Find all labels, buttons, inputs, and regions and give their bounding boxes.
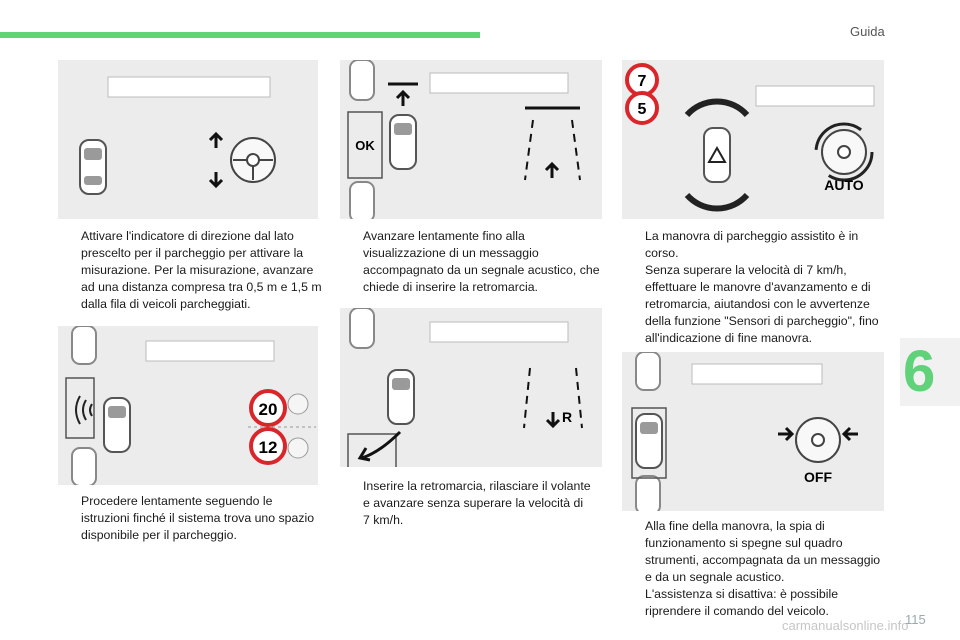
watermark: carmanualsonline.info <box>782 618 909 633</box>
car-icon <box>388 370 414 424</box>
instruction-text-4: Inserire la retromarcia, rilasciare il volante e avanzare senza superare la velocità di 7 km/h. <box>363 479 591 527</box>
car-icon <box>104 398 130 452</box>
steering-wheel-icon <box>796 418 840 462</box>
car-icon <box>80 140 106 194</box>
sign-20-label: 20 <box>258 400 278 419</box>
steering-assist-icon <box>288 394 308 414</box>
illustration-off <box>622 352 884 511</box>
auto-label: AUTO <box>824 177 864 193</box>
instruction-text-3: Avanzare lentamente fino alla visualizzazione di un messaggio accompagnato da un segnale acustico, che chiede di inserire la retromarcia. <box>363 229 600 294</box>
speed-sign-12 <box>251 429 285 463</box>
instruction-text-1: Attivare l'indicatore di direzione dal lato prescelto per il parcheggio per attivare la misurazione. Per la misurazione, avanzare ad una distanza compresa tra 0,5 m e 1,5 m dalla fila di veicoli parcheggiati. <box>81 229 322 311</box>
section-title: Guida <box>850 24 885 39</box>
reverse-r-label: R <box>562 409 573 425</box>
ok-label: OK <box>355 138 375 153</box>
sign-5-label: 5 <box>637 101 647 118</box>
illustration-search-space <box>58 326 318 485</box>
sign-7-label: 7 <box>637 73 647 90</box>
instruction-text-2: Procedere lentamente seguendo le istruzioni finché il sistema trova uno spazio disponibile per il parcheggio. <box>81 494 315 542</box>
speed-sign-7 <box>627 65 657 95</box>
illustration-auto-maneuver <box>622 60 884 219</box>
instruction-text-5: La manovra di parcheggio assistito è in corso. Senza superare la velocità di 7 km/h, effettuare le manovre d'avanzamento e di retromarcia, aiutandosi con le avvertenze della funzione "Sensori di parcheggio", fino all'indicazione di fine manovra. <box>645 229 879 345</box>
car-icon <box>636 414 662 468</box>
car-icon <box>704 128 730 182</box>
illustration-reverse <box>340 308 602 467</box>
header-accent-bar <box>0 32 480 38</box>
sign-12-label: 12 <box>258 438 278 457</box>
off-label: OFF <box>804 469 832 485</box>
steering-wheel-icon <box>816 124 872 180</box>
speed-sign-5 <box>627 93 657 123</box>
chapter-tab-number: 6 <box>903 339 936 404</box>
speed-sign-20 <box>251 391 285 425</box>
car-icon <box>390 115 416 169</box>
steering-wheel-icon <box>231 138 275 182</box>
page-number: 115 <box>905 612 926 627</box>
illustration-stop-ok <box>340 60 602 219</box>
instruction-text-6: Alla fine della manovra, la spia di funzionamento si spegne sul quadro strumenti, accompagnata da un messaggio e da un segnale acustico. L'assistenza si disattiva: è possibile riprendere il comando del veicolo. <box>645 519 881 618</box>
illustration-indicator <box>58 60 318 219</box>
steering-assist-icon <box>288 438 308 458</box>
